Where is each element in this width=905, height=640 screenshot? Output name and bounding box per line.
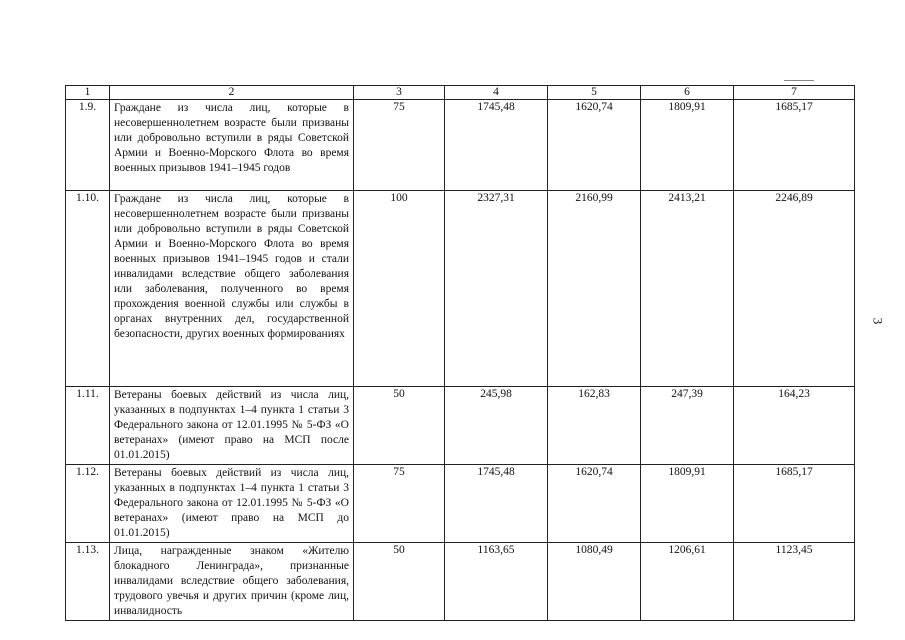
column-header: 4 <box>445 86 548 100</box>
cell-value: 1685,17 <box>734 100 855 191</box>
cell-value: 100 <box>354 191 445 387</box>
row-description: Граждане из числа лиц, которые в несовершеннолетнем возрасте были призваны или добровольно вступили в ряды Советской Армии и Военно-Морского Флота во время военных призывов 1941–1945 годов и стали инвалидами вследствие общего заболевания или заболевания, полученного во время прохождения военной службы или службы в органах внутренних дел, государственной безопасности, других военных формированиях <box>110 191 354 387</box>
row-description: Ветераны боевых действий из числа лиц, указанных в подпунктах 1–4 пункта 1 статьи 3 Федерального закона от 12.01.1995 № 5-ФЗ «О ветеранах» (имеют право на МСП после 01.01.2015) <box>110 387 354 465</box>
table-row <box>66 191 855 387</box>
cell-value: 247,39 <box>641 387 734 465</box>
cell-value: 245,98 <box>445 387 548 465</box>
cell-value: 1163,65 <box>445 543 548 621</box>
table-row <box>66 387 855 465</box>
cell-value: 1685,17 <box>734 465 855 543</box>
row-number: 1.9. <box>66 100 110 191</box>
cell-value: 2327,31 <box>445 191 548 387</box>
column-header: 5 <box>548 86 641 100</box>
column-header: 2 <box>110 86 354 100</box>
table-row <box>66 100 855 191</box>
column-header: 3 <box>354 86 445 100</box>
cell-value: 50 <box>354 387 445 465</box>
table-row <box>66 465 855 543</box>
cell-value: 1206,61 <box>641 543 734 621</box>
benefits-table <box>65 85 855 621</box>
page-number: 3 <box>870 317 886 325</box>
row-number: 1.10. <box>66 191 110 387</box>
column-header: 7 <box>734 86 855 100</box>
column-header: 6 <box>641 86 734 100</box>
cell-value: 1745,48 <box>445 465 548 543</box>
cell-value: 1809,91 <box>641 100 734 191</box>
cell-value: 50 <box>354 543 445 621</box>
row-number: 1.12. <box>66 465 110 543</box>
cell-value: 75 <box>354 465 445 543</box>
cell-value: 1123,45 <box>734 543 855 621</box>
cell-value: 75 <box>354 100 445 191</box>
cell-value: 2160,99 <box>548 191 641 387</box>
row-number: 1.11. <box>66 387 110 465</box>
cell-value: 1620,74 <box>548 465 641 543</box>
cell-value: 2413,21 <box>641 191 734 387</box>
column-header: 1 <box>66 86 110 100</box>
table-row <box>66 543 855 621</box>
cell-value: 164,23 <box>734 387 855 465</box>
cell-value: 1620,74 <box>548 100 641 191</box>
row-number: 1.13. <box>66 543 110 621</box>
scan-mark <box>784 80 814 81</box>
cell-value: 1080,49 <box>548 543 641 621</box>
cell-value: 1809,91 <box>641 465 734 543</box>
row-description: Лица, награжденные знаком «Жителю блокадного Ленинграда», признанные инвалидами вследствие общего заболевания, трудового увечья и других причин (кроме лиц, инвалидность <box>110 543 354 621</box>
table-header-row <box>66 86 855 100</box>
row-description: Граждане из числа лиц, которые в несовершеннолетнем возрасте были призваны или добровольно вступили в ряды Советской Армии и Военно-Морского Флота во время военных призывов 1941–1945 годов <box>110 100 354 191</box>
row-description: Ветераны боевых действий из числа лиц, указанных в подпунктах 1–4 пункта 1 статьи 3 Федерального закона от 12.01.1995 № 5-ФЗ «О ветеранах» (имеют право на МСП до 01.01.2015) <box>110 465 354 543</box>
cell-value: 2246,89 <box>734 191 855 387</box>
cell-value: 1745,48 <box>445 100 548 191</box>
cell-value: 162,83 <box>548 387 641 465</box>
